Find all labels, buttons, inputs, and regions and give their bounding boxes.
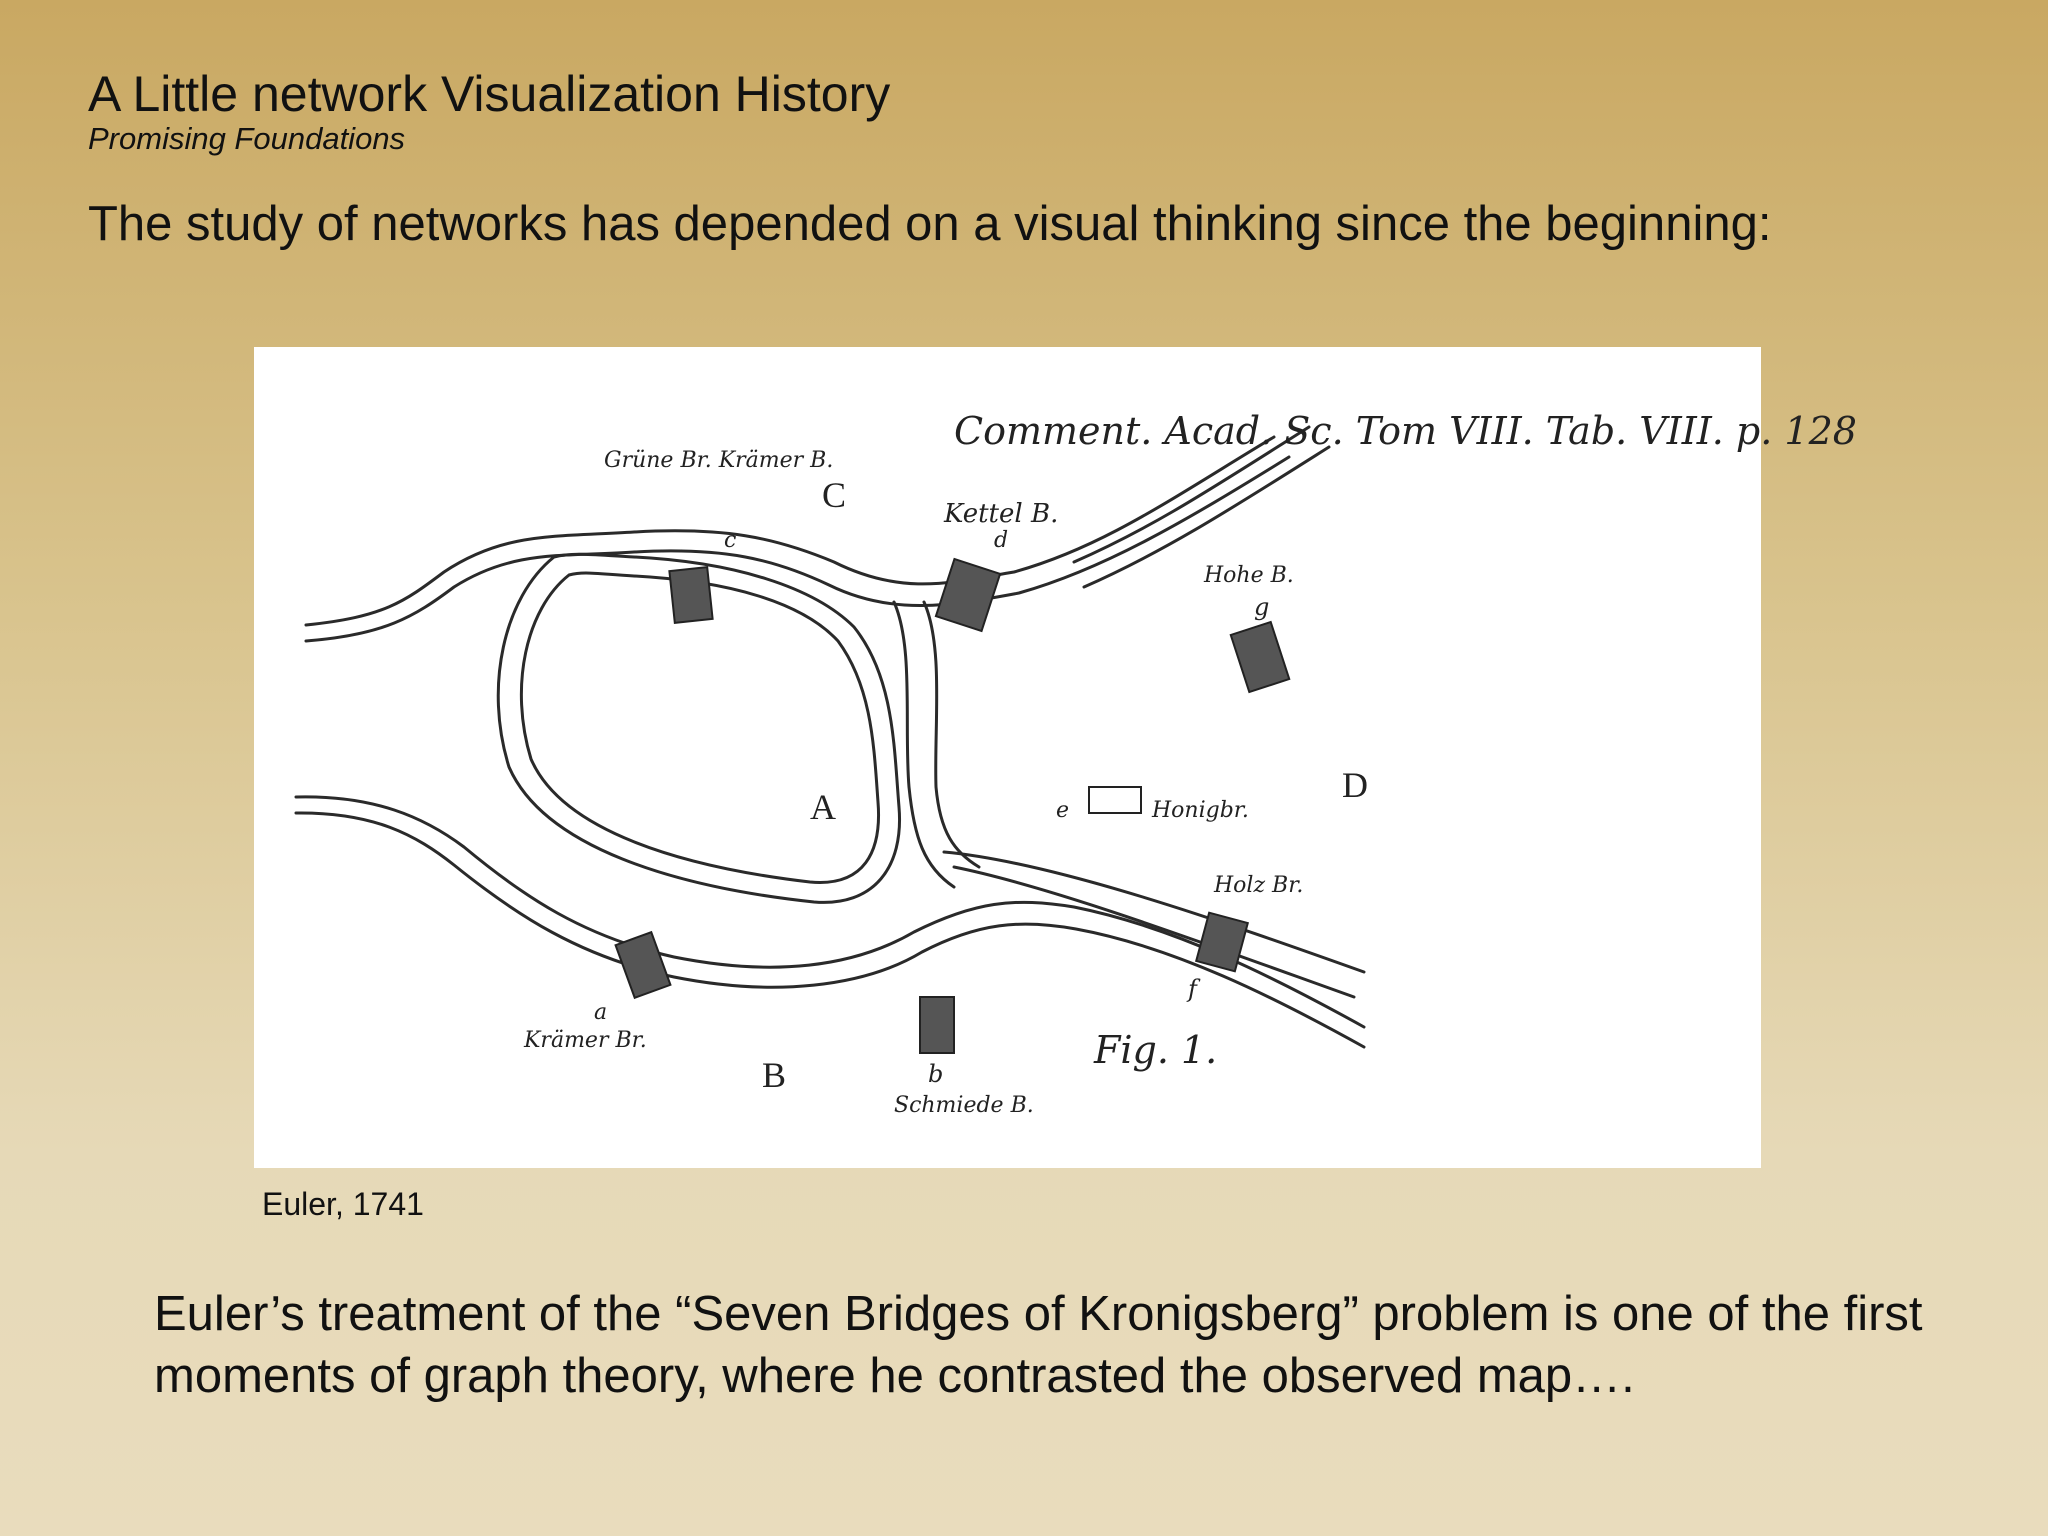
body-paragraph: Euler’s treatment of the “Seven Bridges of Kronigsberg” problem is one of the first moments of graph theory, where he contrasted the observed map….: [154, 1287, 1923, 1403]
bridge-e-name: Honigbr.: [1152, 798, 1249, 823]
bridge-d-block: [936, 559, 1000, 631]
bridge-e-block: [1089, 787, 1141, 813]
region-a-label: A: [810, 787, 836, 827]
bridge-e-letter: e: [1056, 798, 1070, 823]
figure-caption: Euler, 1741: [262, 1186, 424, 1222]
slide-subtitle: Promising Foundations: [88, 121, 406, 156]
bridge-g-name: Hohe B.: [1204, 563, 1294, 588]
bridge-a-block: [616, 932, 671, 998]
bridge-b-letter: b: [928, 1060, 944, 1088]
region-c-label: C: [822, 475, 847, 515]
bridge-d-name: Kettel B.: [944, 499, 1059, 529]
bridge-c-name: Grüne Br. Krämer B.: [604, 448, 834, 473]
euler-bridges-figure: [254, 347, 1857, 1168]
bridge-b-block: [920, 997, 954, 1053]
figure-label: Fig. 1.: [1094, 1028, 1218, 1072]
east-channel-left: [894, 602, 954, 887]
figure-header-note: Comment. Acad. Sc. Tom VIII. Tab. VIII. p. 128: [954, 409, 1857, 453]
bridge-a-name: Krämer Br.: [524, 1028, 647, 1053]
bridge-b-name: Schmiede B.: [894, 1093, 1034, 1118]
bridge-a-letter: a: [594, 1000, 608, 1025]
intro-text: The study of networks has depended on a visual thinking since the beginning:: [88, 197, 1772, 251]
region-b-label: B: [762, 1055, 787, 1095]
konigsberg-map-drawing: [254, 347, 1857, 1168]
river-bank-south: [296, 797, 1364, 1027]
bridge-f-name: Holz Br.: [1214, 873, 1304, 898]
bridge-d-letter: d: [994, 528, 1009, 553]
east-channel-right: [924, 602, 979, 867]
bridge-g-letter: g: [1254, 593, 1270, 621]
bridge-c-block: [669, 567, 712, 623]
slide-title: A Little network Visualization History: [88, 66, 891, 122]
region-d-label: D: [1342, 765, 1368, 805]
bridge-g-block: [1231, 622, 1289, 692]
bridge-f-letter: f: [1188, 975, 1197, 1003]
bridge-c-letter: c: [724, 528, 737, 553]
river-bank-south-far-2: [944, 852, 1364, 972]
